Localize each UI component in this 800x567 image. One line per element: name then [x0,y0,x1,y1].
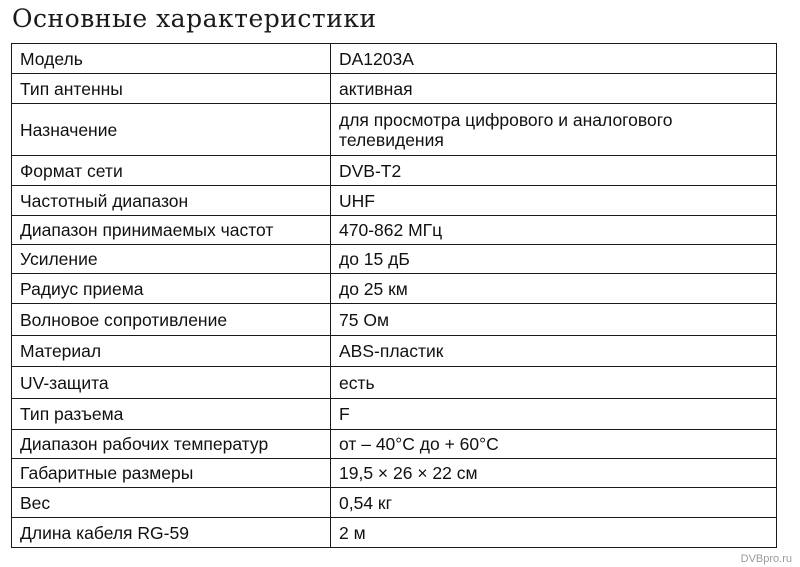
param-cell: Материал [12,336,331,367]
table-row [12,430,777,459]
param-cell: Габаритные размеры [12,459,331,488]
value-cell: от – 40°C до + 60°C [331,430,777,459]
table-row [12,518,777,548]
value-cell: UHF [331,186,777,216]
param-cell: Формат сети [12,156,331,186]
table-row [12,74,777,104]
table-row [12,304,777,336]
value-cell: 75 Ом [331,304,777,336]
table-row [12,336,777,367]
param-cell: Радиус приема [12,274,331,304]
value-cell: активная [331,74,777,104]
param-cell: Диапазон рабочих температур [12,430,331,459]
param-cell: Модель [12,44,331,74]
table-row [12,104,777,156]
table-row [12,156,777,186]
watermark: DVBpro.ru [740,553,792,565]
param-cell: Тип антенны [12,74,331,104]
value-cell: ABS-пластик [331,336,777,367]
value-cell: 470-862 МГц [331,216,777,245]
param-cell: Тип разъема [12,399,331,430]
param-cell: Волновое сопротивление [12,304,331,336]
page-title: Основные характеристики [12,4,377,33]
table-row [12,245,777,274]
specs-table [11,43,777,548]
value-cell: DA1203A [331,44,777,74]
param-cell: Диапазон принимаемых частот [12,216,331,245]
value-cell: 0,54 кг [331,488,777,518]
table-row [12,216,777,245]
table-row [12,186,777,216]
value-cell: для просмотра цифрового и аналогового телевидения [331,104,777,156]
value-cell: есть [331,367,777,399]
value-cell: до 25 км [331,274,777,304]
table-row [12,399,777,430]
table-row [12,274,777,304]
param-cell: Длина кабеля RG-59 [12,518,331,548]
value-cell: 19,5 × 26 × 22 см [331,459,777,488]
param-cell: UV-защита [12,367,331,399]
table-row [12,44,777,74]
table-row [12,488,777,518]
value-cell: 2 м [331,518,777,548]
table-row [12,459,777,488]
param-cell: Усиление [12,245,331,274]
param-cell: Частотный диапазон [12,186,331,216]
value-cell: F [331,399,777,430]
table-row [12,367,777,399]
param-cell: Вес [12,488,331,518]
value-cell: до 15 дБ [331,245,777,274]
value-cell: DVB-T2 [331,156,777,186]
param-cell: Назначение [12,104,331,156]
